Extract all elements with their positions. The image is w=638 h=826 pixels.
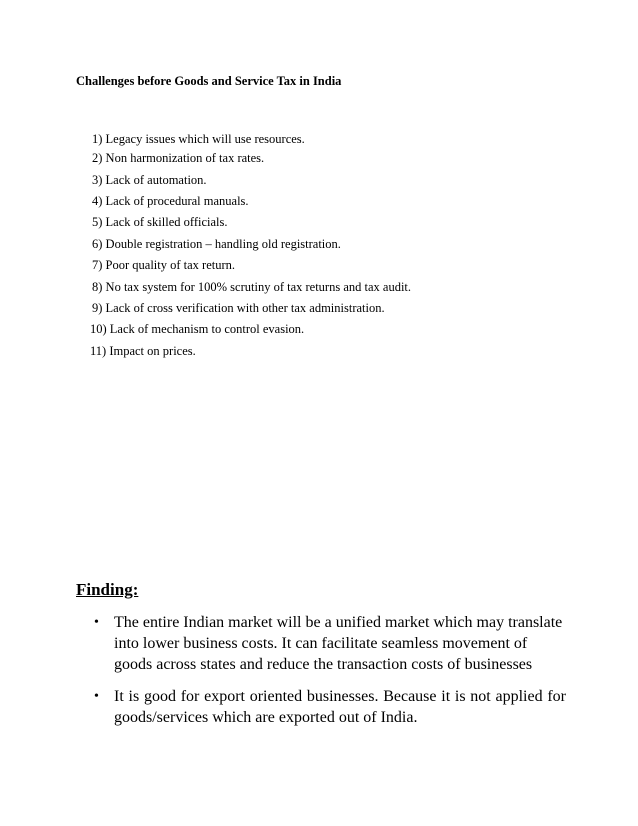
challenge-item-1: 1) Legacy issues which will use resources. [92, 132, 305, 146]
findings-list [94, 612, 566, 739]
challenge-item-11: 11) Impact on prices. [90, 344, 196, 358]
challenge-item-8: 8) No tax system for 100% scrutiny of tax returns and tax audit. [92, 280, 412, 294]
finding-text: It is good for export oriented businesses. Because it is not applied for goods/services which are exported out of India. [114, 688, 566, 726]
bullet-icon: • [94, 689, 99, 704]
bullet-icon: • [94, 615, 99, 630]
challenge-item-5: 5) Lack of skilled officials. [92, 215, 228, 229]
challenge-item-4: 4) Lack of procedural manuals. [92, 194, 249, 208]
document-title: Challenges before Goods and Service Tax in India [76, 74, 342, 88]
challenge-item-6: 6) Double registration – handling old registration. [92, 237, 341, 251]
finding-heading: Finding: [76, 580, 139, 599]
challenge-item-10: 10) Lack of mechanism to control evasion. [90, 322, 305, 336]
challenge-item-3: 3) Lack of automation. [92, 173, 207, 187]
challenge-item-9: 9) Lack of cross verification with other tax administration. [92, 301, 385, 315]
challenge-item-7: 7) Poor quality of tax return. [92, 258, 236, 272]
finding-item-1 [94, 612, 566, 675]
challenge-item-2: 2) Non harmonization of tax rates. [92, 151, 265, 165]
finding-item-2 [94, 686, 566, 728]
finding-text: The entire Indian market will be a unified market which may translate into lower business costs. It can facilitate seamless movement of goods across states and reduce the transaction costs of businesses [114, 614, 563, 673]
